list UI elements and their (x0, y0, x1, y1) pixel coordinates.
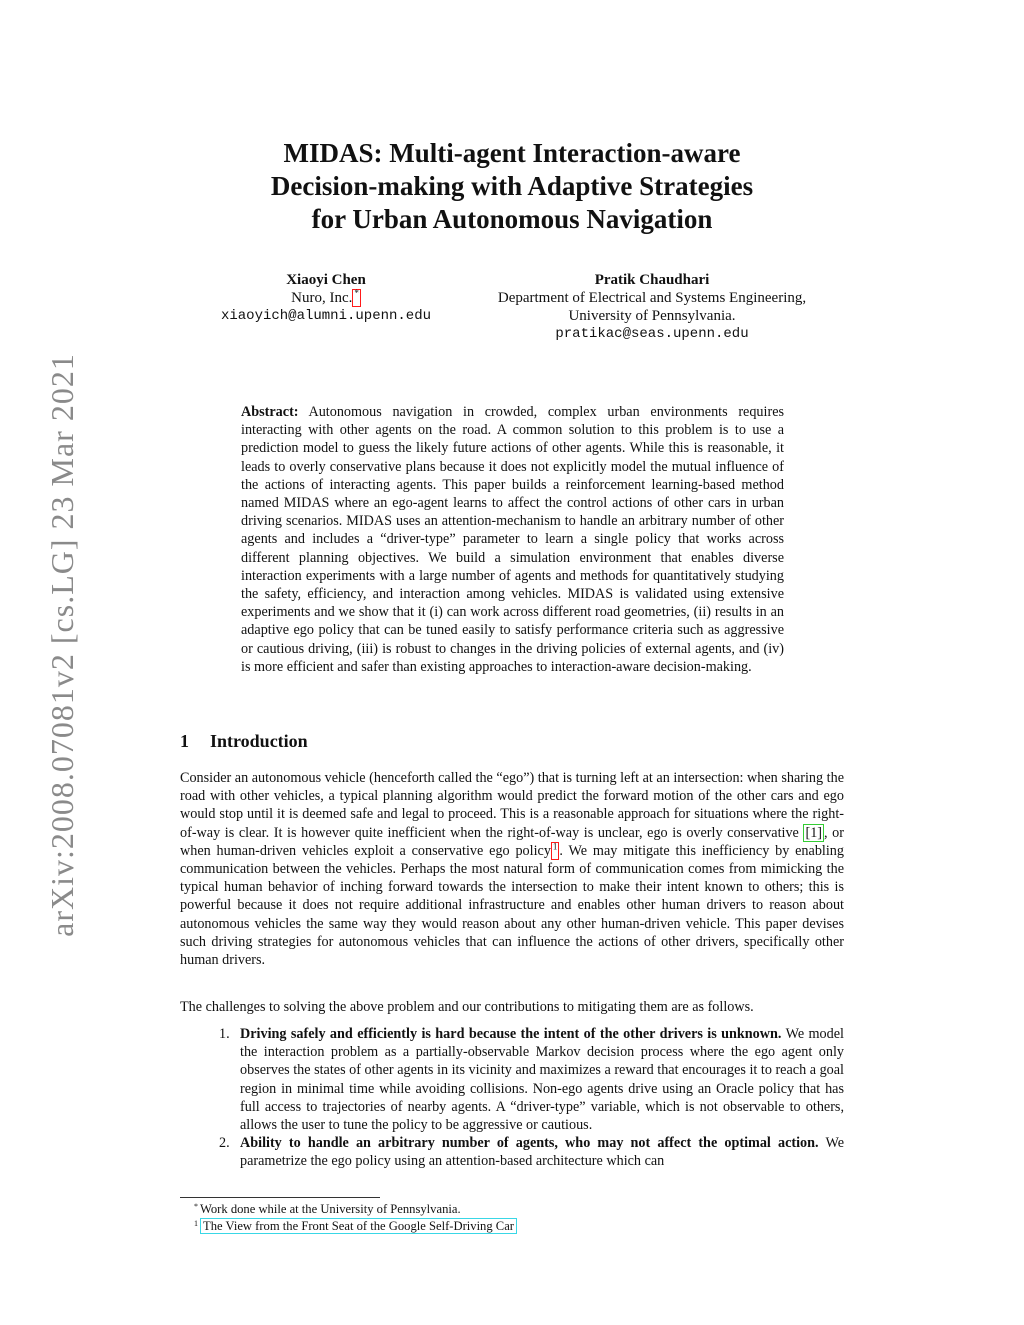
author-email: xiaoyich@alumni.upenn.edu (220, 308, 432, 324)
footnote-url-link[interactable]: The View from the Front Seat of the Google Self-Driving Car (200, 1218, 517, 1234)
paper-title (180, 137, 844, 236)
title-line: Decision-making with Adaptive Strategies (270, 171, 754, 201)
footnote-link[interactable]: 1 (551, 842, 560, 860)
contributions-list (219, 1025, 844, 1171)
author-email: pratikac@seas.upenn.edu (555, 326, 749, 342)
section-heading (180, 731, 308, 752)
author-block-chen (190, 271, 462, 325)
citation-link[interactable]: [1] (805, 824, 823, 841)
list-item-lead: Driving safely and efficiently is hard because the intent of the other drivers is unknown. (240, 1026, 782, 1042)
author-affiliation: Department of Electrical and Systems Engineering, (497, 290, 807, 306)
footnote-link[interactable]: * (352, 289, 361, 307)
footnote (194, 1201, 844, 1218)
author-name: Xiaoyi Chen (286, 272, 366, 288)
intro-paragraph: The challenges to solving the above problem and our contributions to mitigating them are as follows. (180, 999, 754, 1015)
title-line: for Urban Autonomous Navigation (311, 204, 713, 234)
list-item-lead: Ability to handle an arbitrary number of agents, who may not affect the optimal action. (240, 1135, 819, 1152)
list-marker: 1. (219, 1026, 230, 1042)
section-title: Introduction (210, 731, 308, 751)
author-affiliation: Nuro, Inc. * (291, 288, 359, 306)
list-marker: 2. (219, 1135, 230, 1152)
author-name: Pratik Chaudhari (594, 272, 710, 288)
abstract (241, 403, 784, 676)
footnote-divider (180, 1197, 380, 1198)
title-line: MIDAS: Multi-agent Interaction-aware (283, 138, 741, 168)
arxiv-identifier: arXiv:2008.07081v2 [cs.LG] 23 Mar 2021 (44, 353, 80, 937)
footnote (194, 1218, 844, 1235)
list-item-text: We model the interaction problem as a partially-observable Markov decision process where the ego agent only observes the states of other agents in its vicinity and maximizes a reward that encourages it to reach a goal region in minimal time while avoiding collisions. Non-ego agents drive using an Oracle policy that has full access to trajectories of nearby agents. A “driver-type” variable, which is not observable to others, allows the user to tune the policy to be aggressive or cautious. (240, 1026, 844, 1134)
section-number: 1 (180, 731, 189, 751)
author-affiliation: University of Pennsylvania. (568, 308, 736, 324)
author-block-chaudhari (468, 271, 836, 343)
footnote-mark: 1 (194, 1219, 198, 1228)
list-item-text: We parametrize the ego policy using an attention-based architecture which can (240, 1135, 844, 1170)
abstract-text: Autonomous navigation in crowded, complex urban environments requires interacting with other agents on the road. A common solution to this problem is to use a prediction model to guess the likely future actions of other agents. While this is reasonable, it leads to overly conservative plans because it does not explicitly model the mutual influence of the actions of interacting agents. This paper builds a reinforcement learning-based method named MIDAS where an ego-agent learns to affect the control actions of other cars in urban driving scenarios. MIDAS uses an attention-mechanism to handle an arbitrary number of other agents and includes a “driver-type” parameter to learn a single policy that works across different planning objectives. We build a simulation environment that enables diverse interaction experiments with a large number of agents and methods for quantitatively studying the safety, efficiency, and interaction among vehicles. MIDAS is validated using extensive experiments and we show that it (i) can work across different road geometries, (ii) results in an adaptive ego policy that can be tuned easily to satisfy performance criteria such as aggressive or cautious driving, (iii) is robust to changes in the driving policies of external agents, and (iv) is more efficient and safer than existing approaches to interaction-aware decision-making. (241, 404, 785, 675)
intro-paragraph: Consider an autonomous vehicle (henceforth called the “ego”) that is turning left at an intersection: when sharing the road with other vehicles, a typical planning algorithm would predict the forward motion of the other cars and ego would stop until it is deemed safe and legal to proceed. This is a reasonable approach for situations where the right-of-way is clear. It is however quite inefficient when the right-of-way is unclear, ego is overly conservative [1] , or when human-driven vehicles exploit a conservative ego policy $^1$ . We may mitigate this inefficiency by enabling communication between the vehicles. Perhaps the most natural form of communication comes from mimicking the typical human behavior of inching forward towards the intersection to make their intent known to others; this is powerful because it does not require additional infrastructure and enables other human drivers to reason about autonomous vehicles the same way they would reason about any other human-driven vehicle. This paper devises such driving strategies for autonomous vehicles that can influence the actions of other drivers, specifically other human drivers. (180, 770, 844, 969)
footnote-mark: * (194, 1202, 198, 1211)
list-item (219, 1025, 844, 1134)
footnotes (194, 1201, 844, 1235)
footnote-text: Work done while at the University of Pennsylvania. (200, 1202, 461, 1216)
list-item (219, 1134, 844, 1170)
abstract-label: Abstract: (241, 404, 299, 420)
